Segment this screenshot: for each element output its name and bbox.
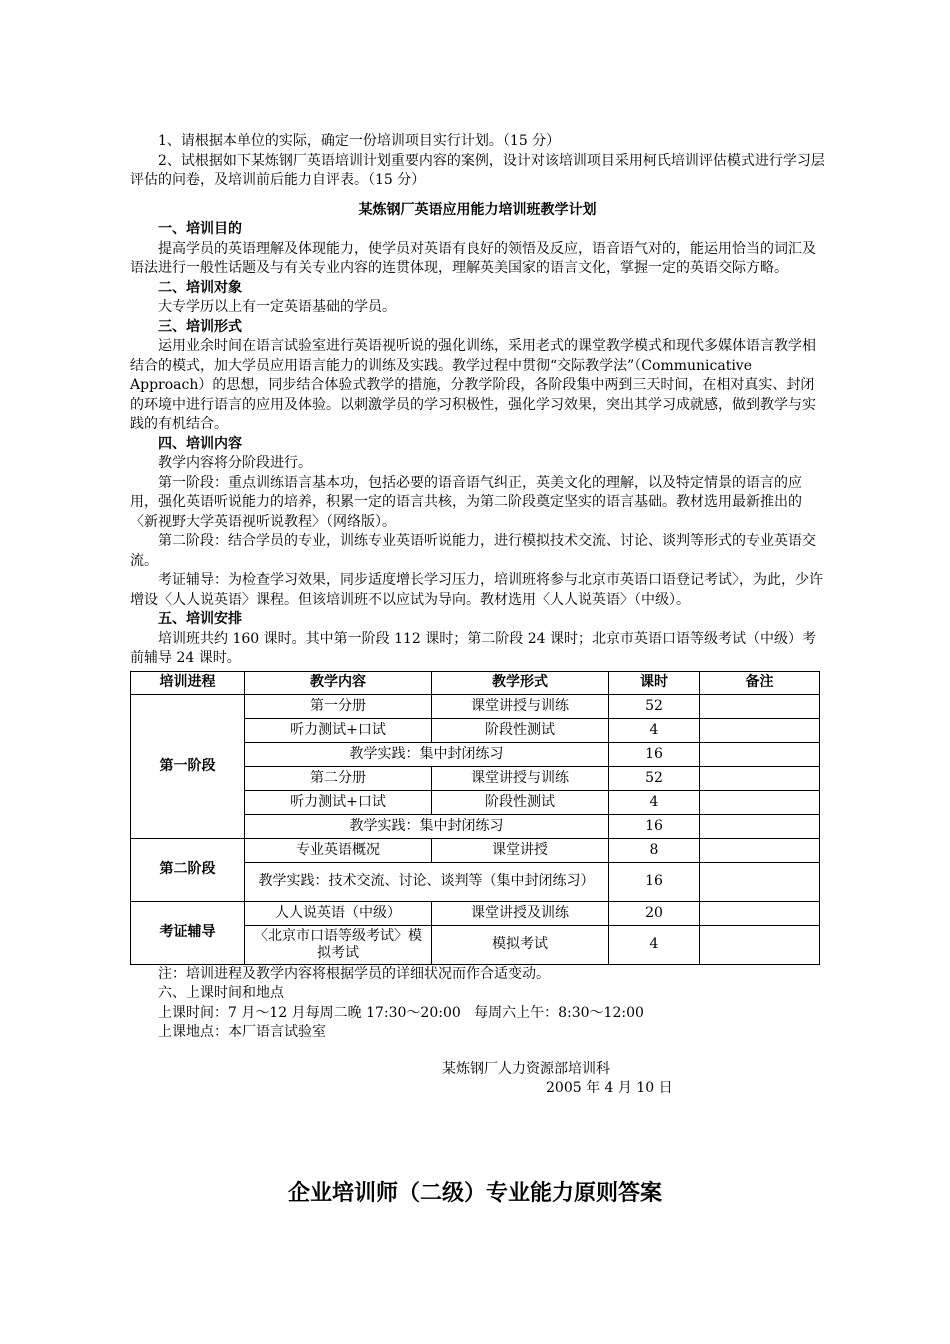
content-cell: 听力测试+口试 [245, 790, 432, 814]
remark-cell [700, 790, 820, 814]
header-cell: 教学形式 [432, 671, 609, 694]
form-cell: 模拟考试 [432, 925, 609, 964]
content-cell: 教学实践：集中封闭练习 [245, 742, 609, 766]
schedule-table [130, 671, 820, 965]
hours-cell: 16 [609, 814, 700, 838]
header-cell: 培训进程 [131, 671, 245, 694]
section-3-text: 运用业余时间在语言试验室进行英语视听说的强化训练，采用老式的课堂教学模式和现代多媒体语言教学相结合的模式，加大学员应用语言能力的训练及实践。教学过程中贯彻“交际教学法”（Communicative Approach）的思想，同步结合体验式教学的措施，分教学阶段，各阶段集中两到三天时间，在相对真实、封闭的环境中进行语言的应用及体验。以刺激学员的学习积极性，强化学习效果，突出其学习成就感，做到教学与实践的有机结合。 [130, 338, 816, 432]
content-cell: 教学实践：集中封闭练习 [245, 814, 609, 838]
hours-cell: 4 [609, 790, 700, 814]
hours-cell: 8 [609, 838, 700, 862]
table-row [131, 694, 820, 718]
section-1-heading: 一、培训目的 [158, 221, 242, 237]
section-4-para-3: 第二阶段：结合学员的专业，训练专业英语听说能力，进行模拟技术交流、讨论、谈判等形式的专业英语交流。 [130, 533, 816, 569]
question-2: 2、试根据如下某炼钢厂英语培训计划重要内容的案例，设计对该培训项目采用柯氏培训评估模式进行学习层评估的问卷，及培训前后能力自评表。（15 分） [130, 152, 825, 188]
hours-cell: 16 [609, 742, 700, 766]
content-cell: 听力测试+口试 [245, 718, 432, 742]
section-6-heading: 六、上课时间和地点 [158, 985, 284, 1001]
remark-cell [700, 901, 820, 925]
form-cell: 课堂讲授 [432, 838, 609, 862]
table-row [131, 838, 820, 862]
table-header-row [131, 671, 820, 694]
signature-date: 2005 年 4 月 10 日 [546, 1080, 673, 1096]
section-3-heading: 三、培训形式 [158, 318, 242, 335]
form-cell: 阶段性测试 [432, 718, 609, 742]
table-note: 注：培训进程及教学内容将根据学员的详细状况而作合适变动。 [158, 965, 550, 982]
class-time: 上课时间：7 月～12 月每周二晚 17:30～20:00 每周六上午：8:30～12:00 [158, 1004, 644, 1021]
header-cell: 课时 [609, 671, 700, 694]
section-2-heading: 二、培训对象 [158, 279, 242, 296]
form-cell: 课堂讲授与训练 [432, 766, 609, 790]
remark-cell [700, 814, 820, 838]
content-cell: 〈北京市口语等级考试〉模拟考试 [245, 925, 432, 964]
remark-cell [700, 694, 820, 718]
stage-cell: 考证辅导 [131, 901, 245, 964]
document-page [130, 132, 825, 1099]
stage-cell: 第二阶段 [131, 838, 245, 901]
plan-title: 某炼钢厂英语应用能力培训班教学计划 [358, 201, 597, 218]
remark-cell [700, 925, 820, 964]
section-2-text: 大专学历以上有一定英语基础的学员。 [158, 299, 396, 315]
remark-cell [700, 718, 820, 742]
section-4-para-4: 考证辅导：为检查学习效果，同步适度增长学习压力，培训班将参与北京市英语口语登记考试〉，为此，少许增设〈人人说英语〉课程。但该培训班不以应试为导向。教材选用〈人人说英语〉（中级）。 [130, 572, 823, 608]
remark-cell [700, 862, 820, 901]
content-cell: 专业英语概况 [245, 838, 432, 862]
hours-cell: 52 [609, 694, 700, 718]
section-1-text: 提高学员的英语理解及体现能力，使学员对英语有良好的领悟及反应，语音语气对的，能运用恰当的词汇及语法进行一般性话题及与有关专业内容的连贯体现，理解英美国家的语言文化，掌握一定的英语交际方略。 [130, 240, 816, 276]
hours-cell: 16 [609, 862, 700, 901]
content-cell: 第一分册 [245, 694, 432, 718]
form-cell: 阶段性测试 [432, 790, 609, 814]
hours-cell: 52 [609, 766, 700, 790]
remark-cell [700, 742, 820, 766]
signature-org: 某炼钢厂人力资源部培训科 [442, 1060, 610, 1077]
section-4-para-1: 教学内容将分阶段进行。 [158, 455, 312, 471]
form-cell: 课堂讲授及训练 [432, 901, 609, 925]
section-4-para-2: 第一阶段：重点训练语言基本功，包括必要的语音语气纠正，英美文化的理解，以及特定情景的语言的应用，强化英语听说能力的培养，积累一定的语言共核，为第二阶段奠定坚实的语言基础。教材选用最新推出的〈新视野大学英语视听说教程〉（网络版）。 [130, 474, 802, 530]
table-row [131, 901, 820, 925]
content-cell: 人人说英语（中级） [245, 901, 432, 925]
class-place: 上课地点：本厂语言试验室 [158, 1024, 326, 1040]
answer-title: 企业培训师（二级）专业能力原则答案 [287, 1181, 662, 1206]
form-cell: 课堂讲授与训练 [432, 694, 609, 718]
header-cell: 教学内容 [245, 671, 432, 694]
section-5-text: 培训班共约 160 课时。其中第一阶段 112 课时；第二阶段 24 课时；北京市英语口语等级考试（中级）考前辅导 24 课时。 [130, 630, 816, 666]
section-5-heading: 五、培训安排 [158, 611, 242, 627]
content-cell: 教学实践：技术交流、讨论、谈判等（集中封闭练习） [245, 862, 609, 901]
hours-cell: 20 [609, 901, 700, 925]
section-4-heading: 四、培训内容 [158, 435, 242, 452]
stage-cell: 第一阶段 [131, 694, 245, 838]
hours-cell: 4 [609, 718, 700, 742]
question-1: 1、请根据本单位的实际，确定一份培训项目实行计划。（15 分） [158, 133, 561, 149]
hours-cell: 4 [609, 925, 700, 964]
header-cell: 备注 [700, 671, 820, 694]
content-cell: 第二分册 [245, 766, 432, 790]
remark-cell [700, 766, 820, 790]
remark-cell [700, 838, 820, 862]
